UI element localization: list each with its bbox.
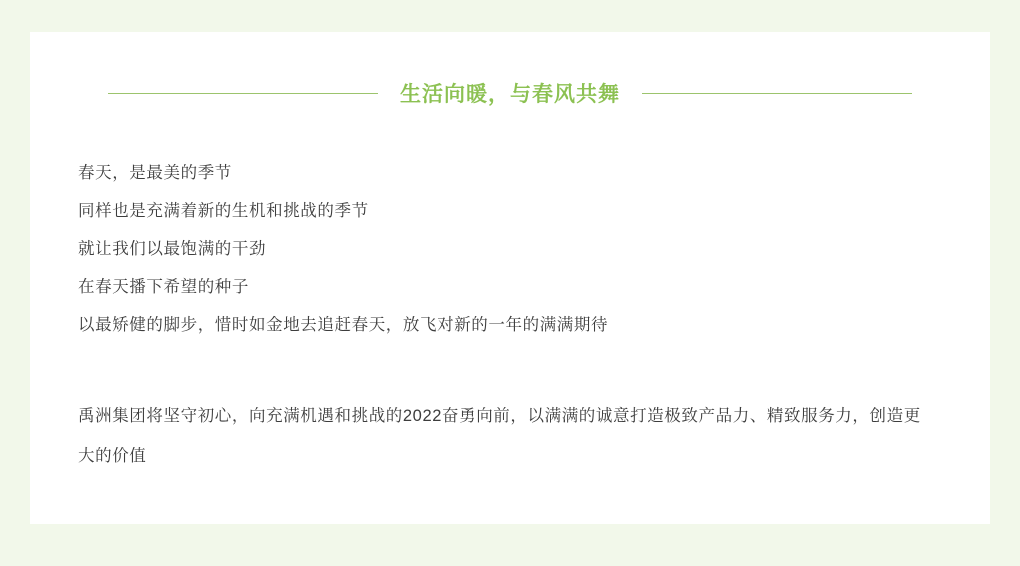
title-block [30,78,990,108]
body-text [78,154,948,476]
body-line: 就让我们以最饱满的干劲 [78,240,267,258]
closing-paragraph: 禹洲集团将坚守初心，向充满机遇和挑战的2022奋勇向前，以满满的诚意打造极致产品力、精致服务力，创造更大的价值 [78,407,921,465]
page-title: 生活向暖，与春风共舞 [400,83,620,106]
content-card [30,32,990,524]
body-line: 春天，是最美的季节 [78,164,232,182]
body-line: 以最矫健的脚步，惜时如金地去追赶春天，放飞对新的一年的满满期待 [78,316,609,334]
body-line: 同样也是充满着新的生机和挑战的季节 [78,202,369,220]
title-rule-left [108,93,378,94]
title-rule-right [642,93,912,94]
body-line: 在春天播下希望的种子 [78,278,249,296]
